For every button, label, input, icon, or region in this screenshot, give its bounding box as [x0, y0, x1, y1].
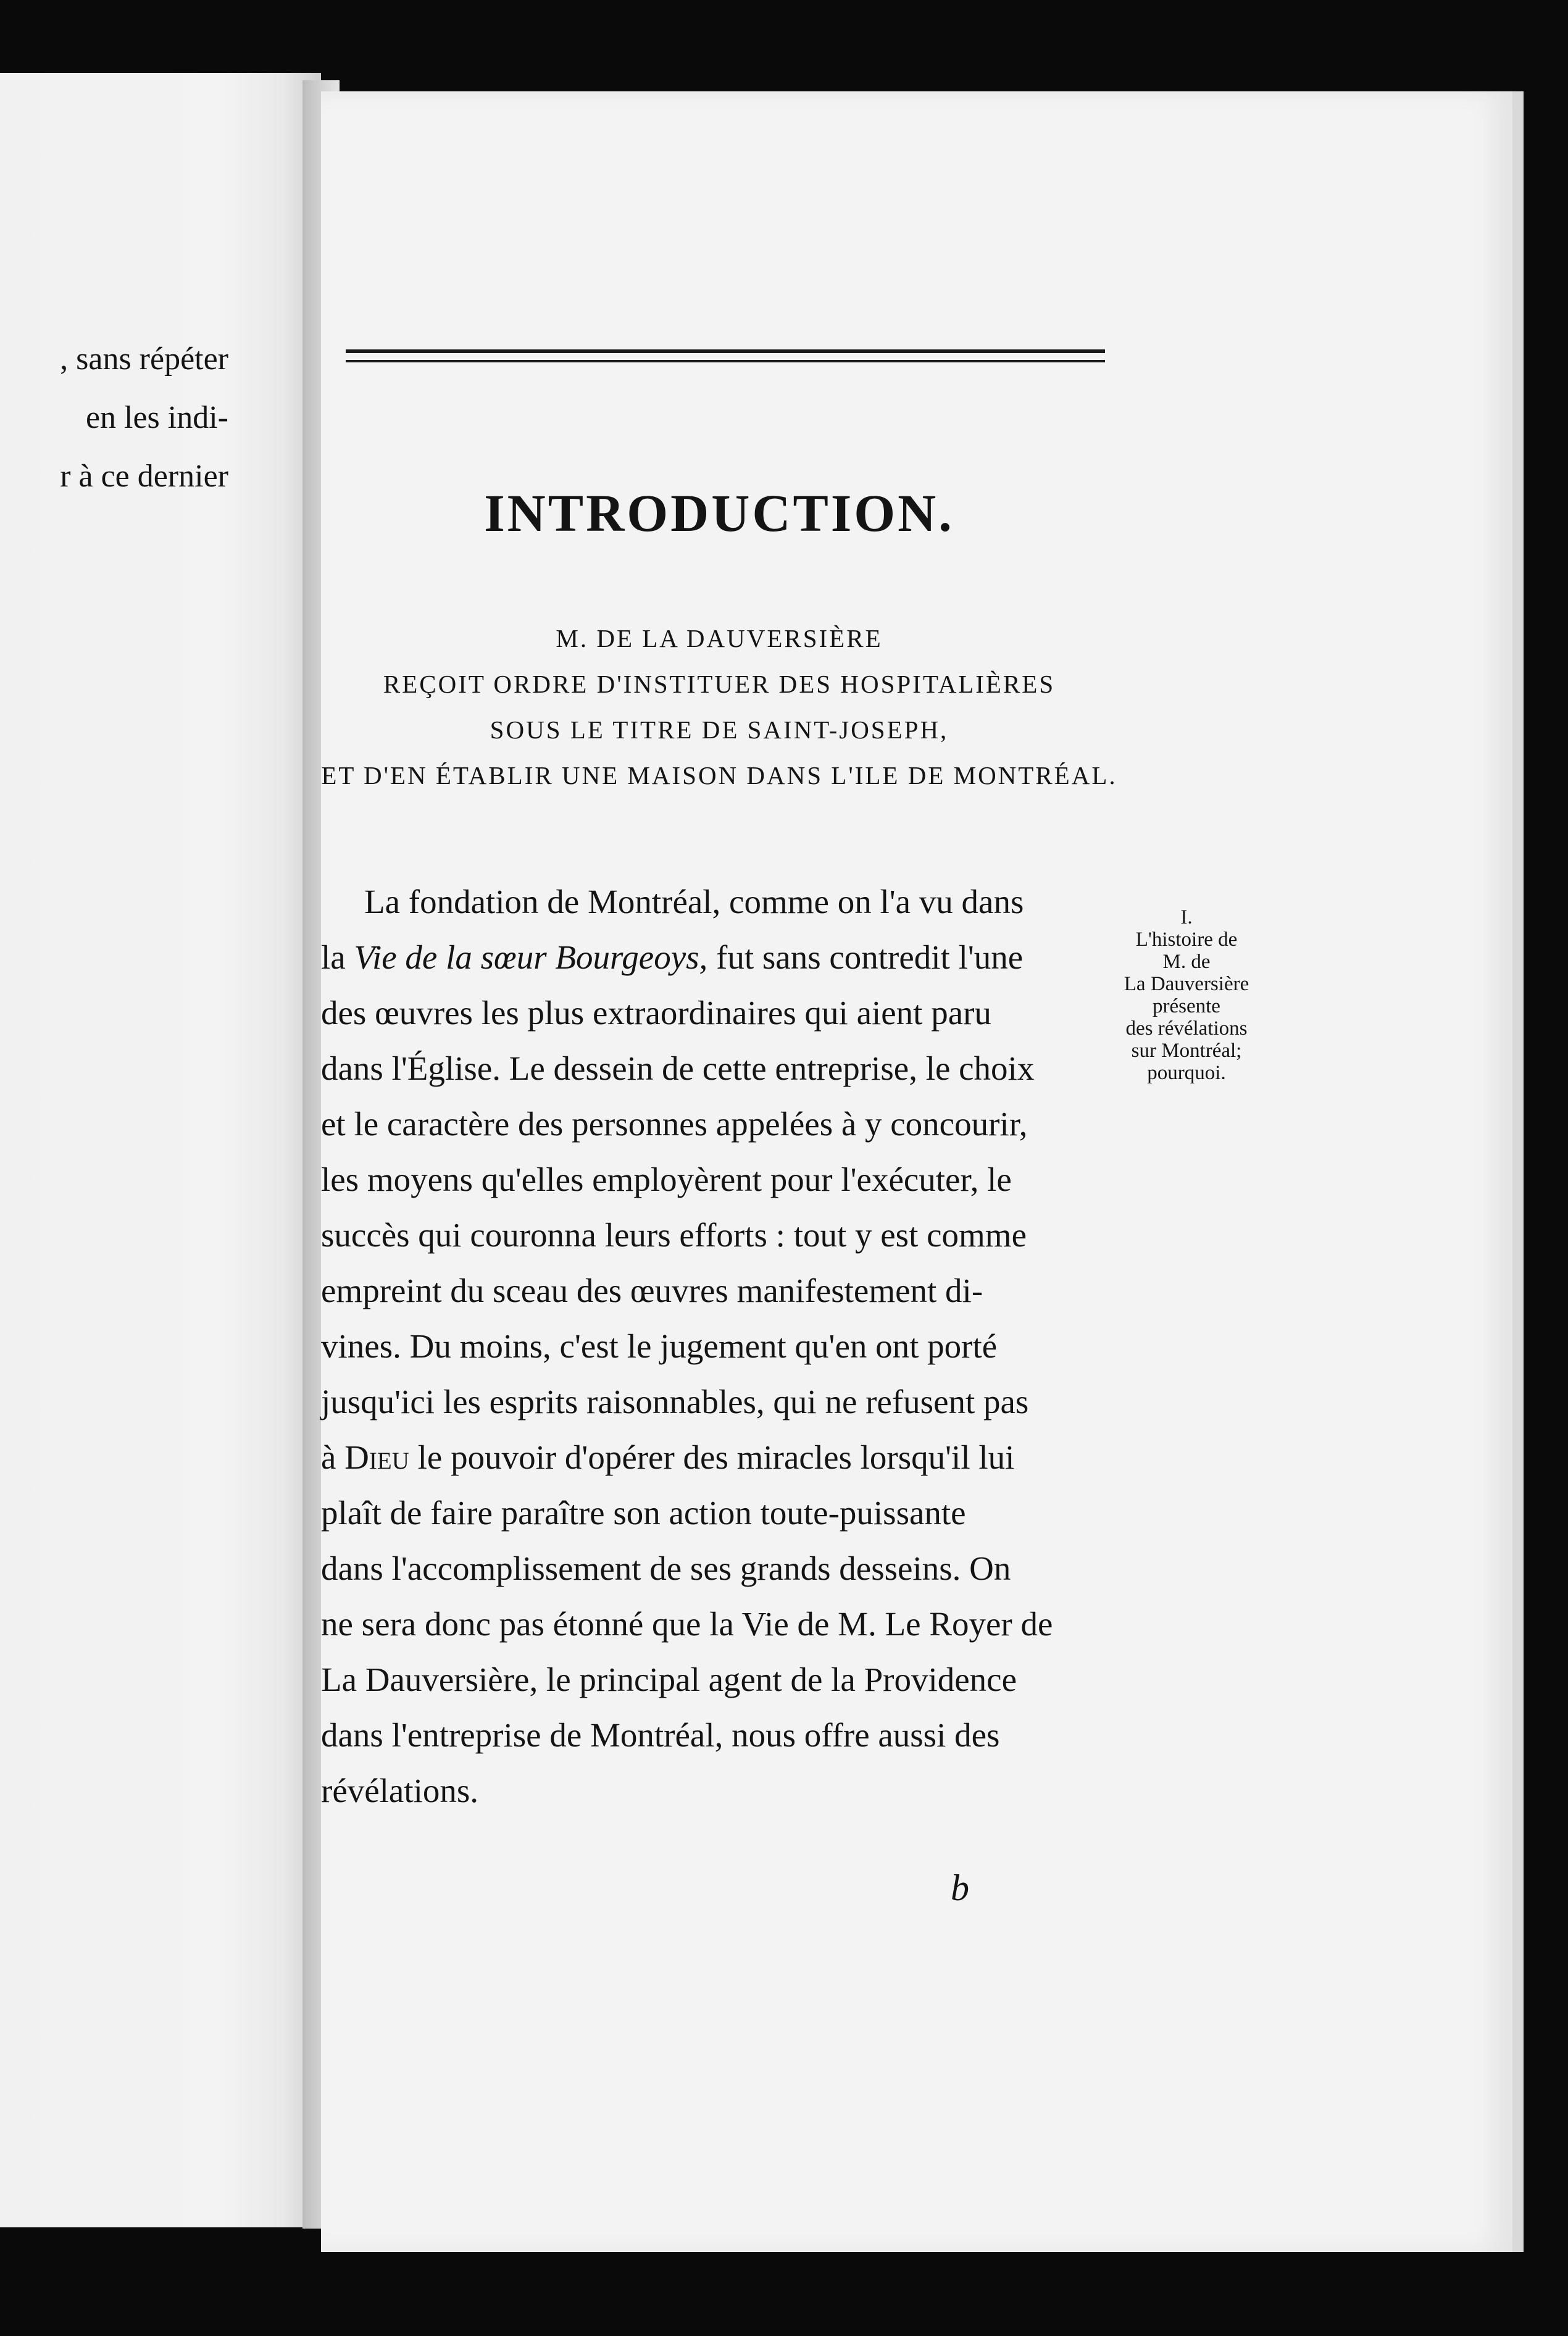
- body-text-segment: fut sans contredit l'une: [707, 938, 1024, 976]
- margin-note-line: sur Montréal;: [1131, 1040, 1242, 1062]
- body-text-segment: à: [321, 1438, 345, 1476]
- body-text-line: [321, 1440, 1014, 1474]
- body-text-segment: le pouvoir d'opérer des miracles lorsqu'il lui: [409, 1438, 1015, 1476]
- body-text-line: La Dauversière, le principal agent de la Providence: [321, 1661, 1017, 1698]
- body-text-line: les moyens qu'elles employèrent pour l'exécuter, le: [321, 1161, 1012, 1198]
- chapter-summary-line: M. DE LA DAUVERSIÈRE: [556, 624, 883, 653]
- small-caps-word: Dieu: [344, 1438, 409, 1476]
- body-text-line: dans l'Église. Le dessein de cette entreprise, le choix: [321, 1049, 1035, 1087]
- left-page-line: en les indi-: [85, 400, 228, 435]
- body-text-line: La fondation de Montréal, comme on l'a vu dans: [364, 883, 1024, 920]
- margin-note: [1100, 906, 1273, 1084]
- page-title: INTRODUCTION.: [484, 483, 954, 543]
- body-text-line: [321, 940, 1023, 974]
- margin-note-line: La Dauversière: [1124, 973, 1249, 995]
- margin-note-line: I.: [1180, 906, 1193, 928]
- margin-note-line: pourquoi.: [1147, 1062, 1226, 1084]
- chapter-summary-line: REÇOIT ORDRE D'INSTITUER DES HOSPITALIÈRES: [383, 670, 1056, 698]
- body-text-line: et le caractère des personnes appelées à y concourir,: [321, 1105, 1028, 1143]
- body-text-line: dans l'entreprise de Montréal, nous offre aussi des: [321, 1716, 1000, 1754]
- margin-note-line: L'histoire de: [1135, 928, 1238, 951]
- right-page: [321, 91, 1524, 2252]
- body-text-line: succès qui couronna leurs efforts : tout y est comme: [321, 1216, 1027, 1254]
- body-text-line: dans l'accomplissement de ses grands desseins. On: [321, 1550, 1011, 1587]
- body-text-line: ne sera donc pas étonné que la Vie de M. Le Royer de: [321, 1605, 1053, 1643]
- book-title-italic: Vie de la sœur Bourgeoys,: [354, 938, 708, 976]
- left-page: [0, 73, 321, 2227]
- margin-note-line: M. de: [1162, 951, 1211, 973]
- body-text-line: vines. Du moins, c'est le jugement qu'en ont porté: [321, 1327, 998, 1365]
- body-text-line: jusqu'ici les esprits raisonnables, qui ne refusent pas: [321, 1383, 1029, 1420]
- margin-note-line: des révélations: [1125, 1017, 1248, 1040]
- body-text-line: plaît de faire paraître son action toute-puissante: [321, 1494, 966, 1532]
- margin-note-line: présente: [1153, 995, 1220, 1017]
- header-double-rule: [346, 360, 1105, 362]
- signature-mark: b: [951, 1867, 969, 1908]
- left-page-line: r à ce dernier: [60, 459, 228, 494]
- body-text-line: des œuvres les plus extraordinaires qui aient paru: [321, 994, 991, 1032]
- body-text-segment: la: [321, 938, 354, 976]
- chapter-summary-line: ET D'EN ÉTABLIR UNE MAISON DANS L'ILE DE MONTRÉAL.: [321, 761, 1117, 790]
- header-double-rule: [346, 349, 1105, 353]
- body-text-line: empreint du sceau des œuvres manifestement di-: [321, 1272, 983, 1309]
- body-text-line: révélations.: [321, 1772, 479, 1809]
- left-page-line: , sans répéter: [60, 341, 228, 377]
- chapter-summary-line: SOUS LE TITRE DE SAINT-JOSEPH,: [490, 715, 949, 744]
